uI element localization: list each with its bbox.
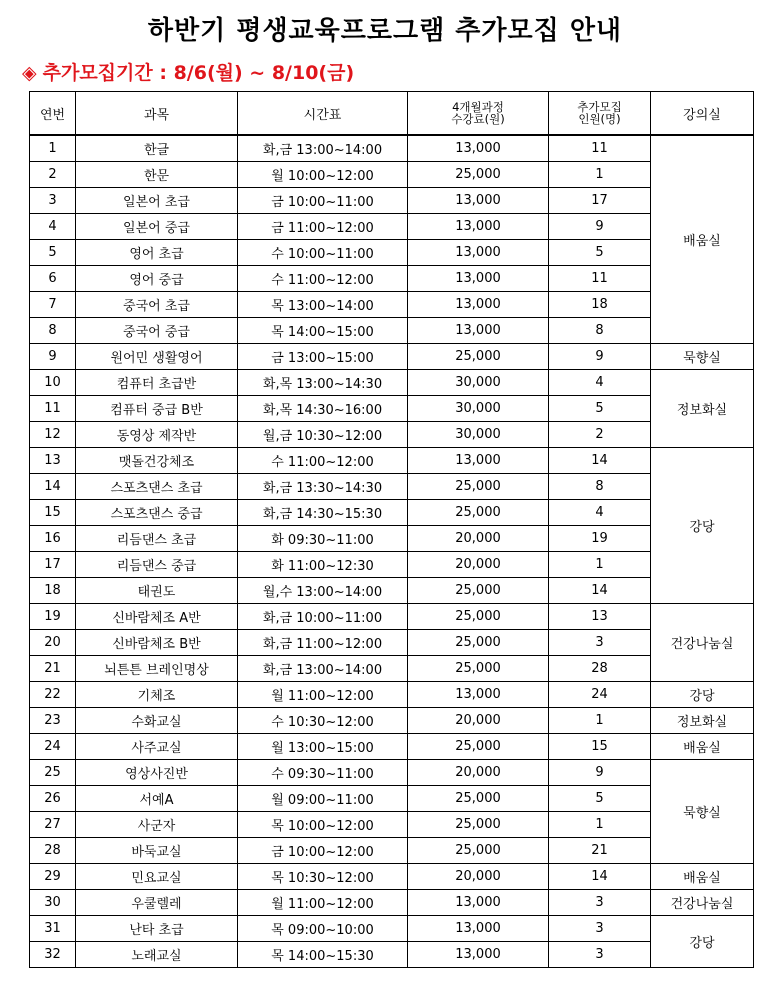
cell-count: 13: [549, 604, 651, 630]
cell-count: 3: [549, 916, 651, 942]
table-row: [30, 162, 754, 188]
cell-time: 목 09:00~10:00: [238, 916, 408, 942]
cell-no: 24: [30, 734, 76, 760]
cell-fee: 13,000: [408, 188, 549, 214]
cell-time: 월,금 10:30~12:00: [238, 422, 408, 448]
cell-no: 2: [30, 162, 76, 188]
cell-time: 목 14:00~15:00: [238, 318, 408, 344]
cell-room: 건강나눔실: [651, 890, 754, 916]
cell-course: 한문: [76, 162, 238, 188]
cell-room: 건강나눔실: [651, 604, 754, 682]
cell-course: 뇌튼튼 브레인명상: [76, 656, 238, 682]
program-table: [29, 91, 754, 968]
cell-no: 14: [30, 474, 76, 500]
cell-no: 7: [30, 292, 76, 318]
cell-count: 9: [549, 214, 651, 240]
cell-no: 32: [30, 942, 76, 968]
cell-course: 일본어 중급: [76, 214, 238, 240]
cell-time: 목 13:00~14:00: [238, 292, 408, 318]
header-fee-line2: 수강료(원): [451, 112, 505, 126]
cell-fee: 25,000: [408, 578, 549, 604]
cell-course: 태권도: [76, 578, 238, 604]
table-row: [30, 656, 754, 682]
cell-course: 민요교실: [76, 864, 238, 890]
cell-course: 중국어 초급: [76, 292, 238, 318]
table-row: [30, 448, 754, 474]
table-row: [30, 500, 754, 526]
cell-fee: 13,000: [408, 318, 549, 344]
cell-count: 11: [549, 266, 651, 292]
cell-count: 17: [549, 188, 651, 214]
cell-no: 22: [30, 682, 76, 708]
table-row: [30, 682, 754, 708]
cell-time: 화,목 13:00~14:30: [238, 370, 408, 396]
cell-fee: 25,000: [408, 500, 549, 526]
cell-time: 수 09:30~11:00: [238, 760, 408, 786]
cell-count: 3: [549, 942, 651, 968]
cell-time: 화,금 13:00~14:00: [238, 135, 408, 162]
cell-time: 월 11:00~12:00: [238, 890, 408, 916]
cell-fee: 13,000: [408, 916, 549, 942]
cell-count: 18: [549, 292, 651, 318]
table-row: [30, 708, 754, 734]
table-row: [30, 630, 754, 656]
table-row: [30, 760, 754, 786]
cell-course: 중국어 중급: [76, 318, 238, 344]
cell-fee: 20,000: [408, 760, 549, 786]
cell-course: 맷돌건강체조: [76, 448, 238, 474]
cell-count: 19: [549, 526, 651, 552]
table-row: [30, 526, 754, 552]
header-count: [549, 92, 651, 136]
cell-time: 금 11:00~12:00: [238, 214, 408, 240]
cell-fee: 13,000: [408, 240, 549, 266]
cell-count: 15: [549, 734, 651, 760]
cell-count: 24: [549, 682, 651, 708]
cell-fee: 25,000: [408, 344, 549, 370]
table-row: [30, 135, 754, 162]
cell-count: 8: [549, 474, 651, 500]
cell-fee: 25,000: [408, 812, 549, 838]
table-row: [30, 734, 754, 760]
cell-time: 화,금 13:30~14:30: [238, 474, 408, 500]
cell-room: 배움실: [651, 135, 754, 344]
cell-fee: 25,000: [408, 656, 549, 682]
table-row: [30, 916, 754, 942]
cell-fee: 13,000: [408, 266, 549, 292]
table-row: [30, 240, 754, 266]
table-row: [30, 942, 754, 968]
table-row: [30, 344, 754, 370]
cell-room: 배움실: [651, 734, 754, 760]
cell-course: 영어 초급: [76, 240, 238, 266]
cell-room: 묵향실: [651, 760, 754, 864]
cell-course: 컴퓨터 초급반: [76, 370, 238, 396]
recruitment-period: [22, 58, 354, 85]
cell-fee: 30,000: [408, 396, 549, 422]
header-no: 연번: [30, 92, 76, 136]
table-row: [30, 396, 754, 422]
cell-course: 컴퓨터 중급 B반: [76, 396, 238, 422]
cell-course: 신바람체조 A반: [76, 604, 238, 630]
cell-fee: 13,000: [408, 448, 549, 474]
header-fee-line1: 4개월과정: [452, 100, 504, 114]
cell-fee: 25,000: [408, 162, 549, 188]
table-row: [30, 786, 754, 812]
cell-time: 목 10:30~12:00: [238, 864, 408, 890]
cell-no: 25: [30, 760, 76, 786]
cell-time: 화,금 11:00~12:00: [238, 630, 408, 656]
cell-count: 3: [549, 630, 651, 656]
cell-fee: 25,000: [408, 630, 549, 656]
cell-count: 5: [549, 396, 651, 422]
cell-no: 6: [30, 266, 76, 292]
cell-no: 21: [30, 656, 76, 682]
table-header-row: [30, 92, 754, 136]
cell-time: 금 10:00~11:00: [238, 188, 408, 214]
cell-time: 월 10:00~12:00: [238, 162, 408, 188]
cell-no: 13: [30, 448, 76, 474]
cell-fee: 25,000: [408, 734, 549, 760]
diamond-bullet-icon: ◈: [22, 62, 37, 84]
cell-count: 3: [549, 890, 651, 916]
header-course: 과목: [76, 92, 238, 136]
table-row: [30, 604, 754, 630]
table-row: [30, 266, 754, 292]
cell-fee: 13,000: [408, 890, 549, 916]
table-row: [30, 318, 754, 344]
cell-count: 8: [549, 318, 651, 344]
table-body: [30, 135, 754, 968]
table-row: [30, 890, 754, 916]
cell-count: 2: [549, 422, 651, 448]
cell-room: 정보화실: [651, 370, 754, 448]
cell-no: 10: [30, 370, 76, 396]
cell-count: 14: [549, 448, 651, 474]
cell-course: 서예A: [76, 786, 238, 812]
cell-count: 1: [549, 162, 651, 188]
cell-no: 5: [30, 240, 76, 266]
page-title: 하반기 평생교육프로그램 추가모집 안내: [147, 16, 623, 46]
cell-time: 목 14:00~15:30: [238, 942, 408, 968]
cell-time: 수 11:00~12:00: [238, 266, 408, 292]
cell-no: 27: [30, 812, 76, 838]
cell-count: 28: [549, 656, 651, 682]
cell-course: 난타 초급: [76, 916, 238, 942]
cell-time: 금 10:00~12:00: [238, 838, 408, 864]
cell-no: 4: [30, 214, 76, 240]
cell-no: 15: [30, 500, 76, 526]
cell-no: 17: [30, 552, 76, 578]
table-row: [30, 552, 754, 578]
cell-fee: 25,000: [408, 838, 549, 864]
cell-no: 29: [30, 864, 76, 890]
cell-time: 수 10:00~11:00: [238, 240, 408, 266]
cell-fee: 13,000: [408, 214, 549, 240]
cell-count: 9: [549, 760, 651, 786]
cell-no: 28: [30, 838, 76, 864]
cell-time: 화 09:30~11:00: [238, 526, 408, 552]
cell-course: 스포츠댄스 중급: [76, 500, 238, 526]
cell-time: 화,금 13:00~14:00: [238, 656, 408, 682]
cell-no: 30: [30, 890, 76, 916]
table-row: [30, 214, 754, 240]
cell-course: 노래교실: [76, 942, 238, 968]
cell-room: 강당: [651, 916, 754, 968]
cell-time: 금 13:00~15:00: [238, 344, 408, 370]
cell-room: 정보화실: [651, 708, 754, 734]
cell-room: 강당: [651, 682, 754, 708]
cell-count: 11: [549, 135, 651, 162]
table-row: [30, 578, 754, 604]
cell-course: 사주교실: [76, 734, 238, 760]
cell-course: 리듬댄스 초급: [76, 526, 238, 552]
cell-time: 화,목 14:30~16:00: [238, 396, 408, 422]
cell-time: 월 09:00~11:00: [238, 786, 408, 812]
table-row: [30, 838, 754, 864]
cell-room: 강당: [651, 448, 754, 604]
cell-time: 수 10:30~12:00: [238, 708, 408, 734]
cell-count: 14: [549, 578, 651, 604]
cell-course: 일본어 초급: [76, 188, 238, 214]
cell-fee: 25,000: [408, 474, 549, 500]
header-time: 시간표: [238, 92, 408, 136]
cell-fee: 20,000: [408, 552, 549, 578]
cell-count: 1: [549, 708, 651, 734]
cell-count: 5: [549, 786, 651, 812]
cell-time: 화,금 14:30~15:30: [238, 500, 408, 526]
cell-course: 한글: [76, 135, 238, 162]
cell-course: 영어 중급: [76, 266, 238, 292]
cell-course: 우쿨렐레: [76, 890, 238, 916]
cell-count: 4: [549, 370, 651, 396]
cell-course: 바둑교실: [76, 838, 238, 864]
cell-course: 영상사진반: [76, 760, 238, 786]
cell-fee: 13,000: [408, 292, 549, 318]
cell-room: 묵향실: [651, 344, 754, 370]
cell-count: 4: [549, 500, 651, 526]
cell-count: 1: [549, 812, 651, 838]
cell-no: 8: [30, 318, 76, 344]
cell-course: 사군자: [76, 812, 238, 838]
cell-course: 동영상 제작반: [76, 422, 238, 448]
header-count-line1: 추가모집: [577, 100, 622, 114]
cell-no: 3: [30, 188, 76, 214]
cell-fee: 13,000: [408, 942, 549, 968]
cell-room: 배움실: [651, 864, 754, 890]
cell-no: 18: [30, 578, 76, 604]
cell-course: 기체조: [76, 682, 238, 708]
cell-time: 수 11:00~12:00: [238, 448, 408, 474]
cell-fee: 30,000: [408, 422, 549, 448]
table-row: [30, 864, 754, 890]
cell-course: 원어민 생활영어: [76, 344, 238, 370]
cell-time: 월,수 13:00~14:00: [238, 578, 408, 604]
table-row: [30, 188, 754, 214]
table-row: [30, 370, 754, 396]
header-count-line2: 인원(명): [578, 112, 621, 126]
cell-count: 14: [549, 864, 651, 890]
cell-course: 신바람체조 B반: [76, 630, 238, 656]
cell-fee: 30,000: [408, 370, 549, 396]
cell-no: 19: [30, 604, 76, 630]
cell-no: 26: [30, 786, 76, 812]
cell-fee: 25,000: [408, 604, 549, 630]
cell-no: 16: [30, 526, 76, 552]
cell-fee: 25,000: [408, 786, 549, 812]
cell-count: 1: [549, 552, 651, 578]
cell-fee: 13,000: [408, 682, 549, 708]
cell-time: 화,금 10:00~11:00: [238, 604, 408, 630]
cell-no: 1: [30, 135, 76, 162]
cell-no: 12: [30, 422, 76, 448]
cell-time: 월 11:00~12:00: [238, 682, 408, 708]
cell-no: 9: [30, 344, 76, 370]
cell-count: 9: [549, 344, 651, 370]
cell-time: 화 11:00~12:30: [238, 552, 408, 578]
recruitment-period-text: 추가모집기간 : 8/6(월) ~ 8/10(금): [42, 62, 355, 84]
header-fee: [408, 92, 549, 136]
cell-no: 23: [30, 708, 76, 734]
cell-course: 스포츠댄스 초급: [76, 474, 238, 500]
table-row: [30, 292, 754, 318]
cell-time: 월 13:00~15:00: [238, 734, 408, 760]
table-row: [30, 474, 754, 500]
cell-fee: 20,000: [408, 526, 549, 552]
table-row: [30, 422, 754, 448]
cell-fee: 13,000: [408, 135, 549, 162]
cell-fee: 20,000: [408, 864, 549, 890]
cell-no: 20: [30, 630, 76, 656]
cell-fee: 20,000: [408, 708, 549, 734]
cell-no: 11: [30, 396, 76, 422]
cell-no: 31: [30, 916, 76, 942]
cell-course: 수화교실: [76, 708, 238, 734]
cell-course: 리듬댄스 중급: [76, 552, 238, 578]
cell-count: 5: [549, 240, 651, 266]
cell-count: 21: [549, 838, 651, 864]
cell-time: 목 10:00~12:00: [238, 812, 408, 838]
table-row: [30, 812, 754, 838]
header-room: 강의실: [651, 92, 754, 136]
